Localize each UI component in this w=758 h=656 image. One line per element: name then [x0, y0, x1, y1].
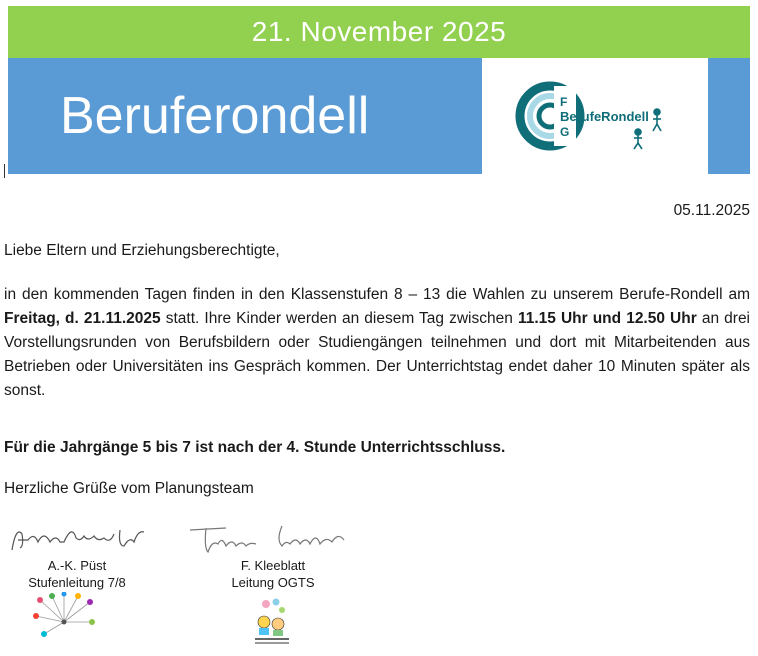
logo-letter-f: F [560, 95, 568, 109]
closing: Herzliche Grüße vom Planungsteam [4, 480, 254, 497]
event-date: 21. November 2025 [251, 16, 507, 47]
event-day: Freitag, d. 21.11.2025 [4, 310, 161, 327]
stufen-logo [30, 592, 98, 642]
date-banner [8, 6, 750, 58]
logo-box [482, 58, 708, 174]
signer-role-2: Leitung OGTS [231, 575, 315, 590]
signature-kleeblatt [186, 522, 356, 558]
berufe-rondell-logo [482, 58, 708, 174]
signature-pust [6, 516, 154, 556]
signature-block-1 [12, 557, 142, 591]
event-time: 11.15 Uhr und 12.50 Uhr [517, 310, 697, 327]
signer-role-1: Stufenleitung 7/8 [28, 575, 126, 590]
page-title: Beruferondell [60, 87, 370, 145]
body-text-3: an drei Vorstellungsrunden von Berufsbildern oder Studiengängen teilnehmen und dort mit Mitarbeitenden aus Betrieben oder Universitäten ins Gespräch kommen. Der Unterrichtstag endet daher 10 Minuten später als sonst. [4, 310, 751, 399]
ogts-logo [252, 594, 292, 648]
text-cursor [4, 164, 5, 178]
body-text-2: statt. Ihre Kinder werden an diesem Tag zwischen [160, 310, 518, 327]
notice: Für die Jahrgänge 5 bis 7 ist nach der 4. Stunde Unterrichtsschluss. [4, 439, 506, 456]
body-text-1: in den kommenden Tagen finden in den Klassenstufen 8 – 13 die Wahlen zu unserem Berufe-Rondell am [4, 286, 750, 303]
letter-date: 05.11.2025 [673, 202, 750, 219]
salutation: Liebe Eltern und Erziehungsberechtigte, [4, 242, 280, 259]
letter-body [4, 283, 750, 403]
logo-text: BerufeRondell [560, 109, 649, 124]
title-block [8, 58, 482, 174]
logo-letter-g: G [560, 125, 570, 139]
signer-name-2: F. Kleeblatt [240, 558, 306, 573]
header-right-strip [708, 58, 750, 174]
signer-name-1: A.-K. Püst [47, 558, 107, 573]
signature-block-2 [208, 557, 338, 591]
